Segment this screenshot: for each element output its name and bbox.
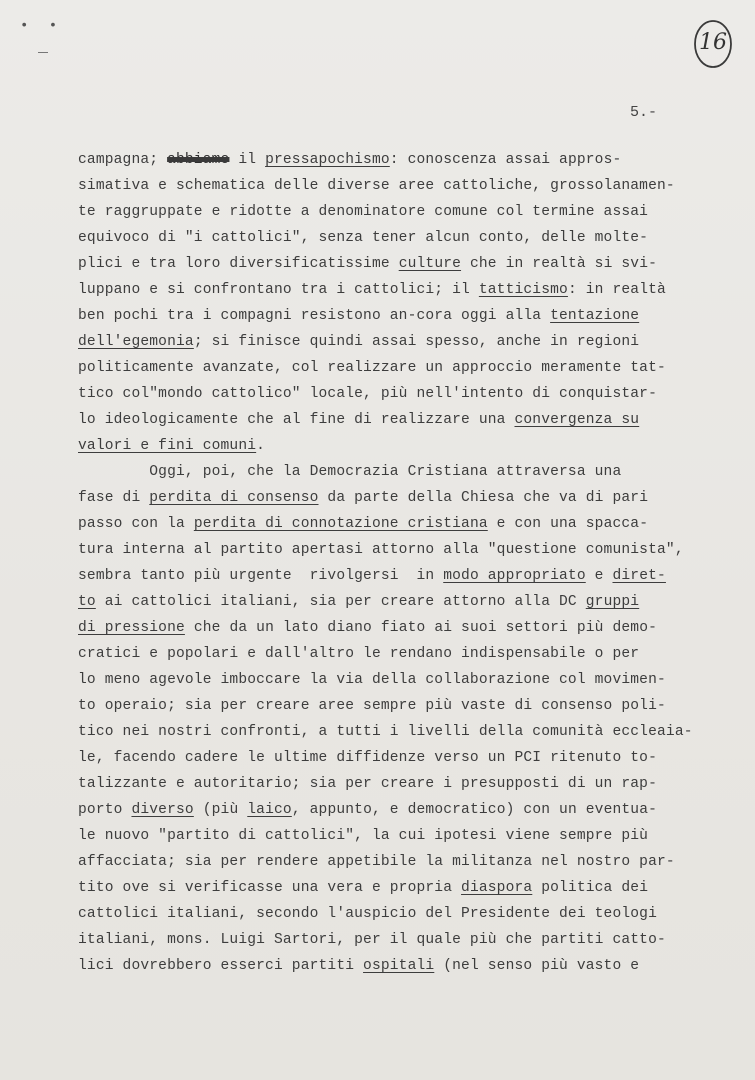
text-segment: ai cattolici italiani, sia per creare attorno alla DC xyxy=(95,594,586,610)
text-line xyxy=(78,462,621,482)
text-segment: cratici e popolari e dall'altro le rendano indispensabile o per xyxy=(78,646,640,662)
text-segment: lici dovrebbero esserci partiti xyxy=(78,958,364,974)
text-line xyxy=(78,774,657,794)
text-line xyxy=(78,592,639,612)
text-segment: (nel senso più vasto e xyxy=(434,958,640,974)
text-line xyxy=(78,956,639,976)
text-segment: (più xyxy=(193,802,248,818)
underlined-text: perdita di connotazione cristiana xyxy=(193,516,488,532)
corner-marks: • • xyxy=(20,18,64,34)
text-line xyxy=(78,904,657,924)
text-segment: tura interna al partito apertasi attorno alla "questione comunista", xyxy=(78,542,684,558)
text-segment: e con una spacca- xyxy=(487,516,649,532)
text-line xyxy=(78,800,657,820)
text-line xyxy=(78,722,693,742)
text-segment: te raggruppate e ridotte a denominatore comune col termine assai xyxy=(78,204,649,220)
text-segment: porto xyxy=(78,802,132,818)
text-segment: cattolici italiani, secondo l'auspicio del Presidente dei teologi xyxy=(78,906,657,922)
text-line xyxy=(78,280,666,300)
text-segment: tico col"mondo cattolico" locale, più nell'intento di conquistar- xyxy=(78,386,657,402)
text-line xyxy=(78,644,639,664)
text-segment: politica dei xyxy=(532,880,649,896)
text-segment: , appunto, e democratico) con un eventua- xyxy=(291,802,658,818)
text-segment: tico nei nostri confronti, a tutti i livelli della comunità eccleaia- xyxy=(78,724,693,740)
text-line xyxy=(78,748,657,768)
text-line xyxy=(78,436,265,456)
text-line xyxy=(78,228,648,248)
text-segment: luppano e si confrontano tra i cattolici; il xyxy=(78,282,479,298)
text-segment: fase di xyxy=(78,490,150,506)
text-segment: politicamente avanzate, col realizzare un approccio meramente tat- xyxy=(78,360,666,376)
text-line xyxy=(78,618,657,638)
text-line xyxy=(78,670,666,690)
text-segment: : conoscenza assai appros- xyxy=(389,152,622,168)
text-line xyxy=(78,930,666,950)
text-line xyxy=(78,540,684,560)
text-segment: lo meno agevole imboccare la via della collaborazione col movimen- xyxy=(78,672,666,688)
text-segment: to operaio; sia per creare aree sempre più vaste di consenso poli- xyxy=(78,698,666,714)
text-segment: italiani, mons. Luigi Sartori, per il quale più che partiti catto- xyxy=(78,932,666,948)
underlined-text: modo appropriato xyxy=(443,568,586,584)
underlined-text: gruppi xyxy=(585,594,640,610)
underlined-text: culture xyxy=(398,256,462,272)
text-line xyxy=(78,384,657,404)
underlined-text: perdita di consenso xyxy=(149,490,319,506)
page-number: 5.- xyxy=(630,104,658,121)
text-segment: le nuovo "partito di cattolici", la cui ipotesi viene sempre più xyxy=(78,828,649,844)
text-segment: talizzante e autoritario; sia per creare i presupposti di un rap- xyxy=(78,776,657,792)
text-segment: che da un lato diano fiato ai suoi settori più demo- xyxy=(184,620,658,636)
text-segment: e xyxy=(585,568,613,584)
underlined-text: di pressione xyxy=(78,620,185,636)
text-segment: da parte della Chiesa che va di pari xyxy=(318,490,649,506)
text-line xyxy=(78,176,675,196)
text-line xyxy=(78,358,666,378)
text-segment: passo con la xyxy=(78,516,194,532)
text-segment: : in realtà xyxy=(567,282,666,298)
corner-dash xyxy=(38,52,48,53)
text-segment: lo ideologicamente che al fine di realizzare una xyxy=(78,412,515,428)
text-segment: equivoco di "i cattolici", senza tener alcun conto, delle molte- xyxy=(78,230,649,246)
underlined-text: pressapochismo xyxy=(265,152,390,168)
text-segment: . xyxy=(256,438,266,454)
text-line xyxy=(78,878,648,898)
text-segment: Oggi, poi, che la Democrazia Cristiana attraversa una xyxy=(78,464,622,480)
text-segment: le, facendo cadere le ultime diffidenze verso un PCI ritenuto to- xyxy=(78,750,657,766)
underlined-text: ospitali xyxy=(363,958,435,974)
underlined-text: valori e fini comuni xyxy=(78,438,257,454)
underlined-text: tatticismo xyxy=(478,282,568,298)
text-segment: sembra tanto più urgente rivolgersi in xyxy=(78,568,444,584)
struck-out-text: abbiamo xyxy=(167,152,230,168)
text-line xyxy=(78,826,648,846)
page-stamp xyxy=(692,18,734,70)
stamp-number: 16 xyxy=(699,30,727,55)
text-line xyxy=(78,852,675,872)
text-line xyxy=(78,332,639,352)
text-segment: affacciata; sia per rendere appetibile la militanza nel nostro par- xyxy=(78,854,675,870)
underlined-text: diverso xyxy=(131,802,194,818)
text-segment: plici e tra loro diversificatissime xyxy=(78,256,399,272)
underlined-text: to xyxy=(78,594,96,610)
underlined-text: diaspora xyxy=(461,880,533,896)
underlined-text: diret- xyxy=(612,568,666,584)
underlined-text: convergenza su xyxy=(514,412,640,428)
underlined-text: tentazione xyxy=(550,308,640,324)
text-line xyxy=(78,488,648,508)
text-line xyxy=(78,514,648,534)
text-segment: tito ove si verificasse una vera e propria xyxy=(78,880,462,896)
underlined-text: dell'egemonia xyxy=(78,334,194,350)
text-segment: ; si finisce quindi assai spesso, anche in regioni xyxy=(193,334,640,350)
text-line xyxy=(78,566,666,586)
text-line xyxy=(78,410,639,430)
text-line xyxy=(78,150,621,170)
underlined-text: laico xyxy=(247,802,292,818)
text-segment: simativa e schematica delle diverse aree cattoliche, grossolanamen- xyxy=(78,178,675,194)
text-segment: il xyxy=(229,152,266,168)
text-line xyxy=(78,306,639,326)
text-segment: che in realtà si svi- xyxy=(461,256,658,272)
text-line xyxy=(78,254,657,274)
text-segment: campagna; xyxy=(78,152,168,168)
text-line xyxy=(78,696,666,716)
text-segment: ben pochi tra i compagni resistono an-cora oggi alla xyxy=(78,308,551,324)
text-line xyxy=(78,202,648,222)
